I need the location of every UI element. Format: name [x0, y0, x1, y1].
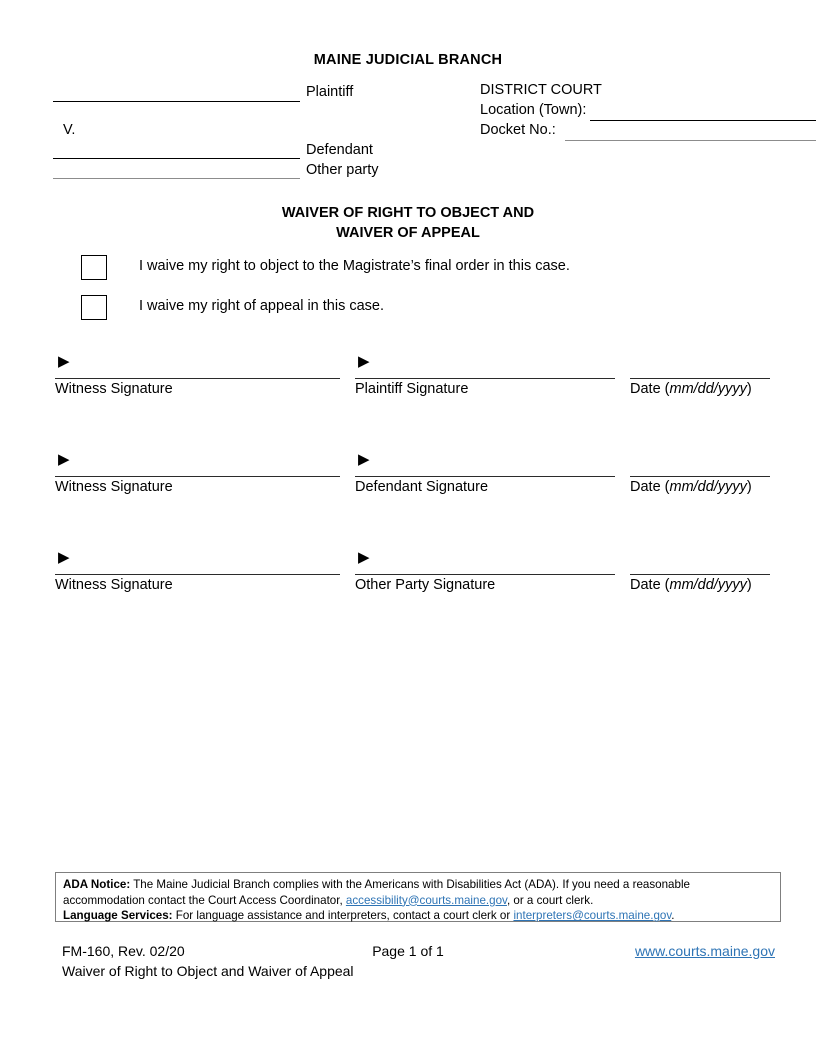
- signature-arrow-icon: ▶: [58, 353, 70, 370]
- defendant-date-label: [630, 479, 752, 495]
- language-services-text: [63, 908, 773, 924]
- witness-signature-label-3: Witness Signature: [55, 577, 173, 593]
- docket-number-input-line[interactable]: [565, 140, 816, 141]
- courts-website-link[interactable]: www.courts.maine.gov: [634, 943, 775, 959]
- other-party-name-line[interactable]: [53, 178, 300, 179]
- signature-arrow-icon: ▶: [58, 451, 70, 468]
- language-services-body-2: .: [671, 909, 675, 923]
- ada-notice-heading: ADA Notice:: [63, 878, 131, 891]
- defendant-signature-label: Defendant Signature: [355, 479, 489, 495]
- defendant-name-line[interactable]: [53, 158, 300, 159]
- witness-signature-line-3[interactable]: [55, 574, 340, 575]
- interpreters-email-link[interactable]: interpreters@courts.maine.gov: [513, 909, 672, 923]
- plaintiff-signature-line[interactable]: [355, 378, 615, 379]
- witness-signature-line-1[interactable]: [55, 378, 340, 379]
- court-name-label: DISTRICT COURT: [480, 82, 602, 98]
- waiver-row-appeal: [0, 295, 816, 325]
- plaintiff-label: Plaintiff: [306, 84, 354, 100]
- ada-notice-box: [55, 872, 781, 922]
- waiver-row-object: [0, 255, 816, 285]
- plaintiff-signature-label: Plaintiff Signature: [355, 381, 469, 397]
- date-label-suffix: ): [746, 577, 752, 593]
- witness-signature-line-2[interactable]: [55, 476, 340, 477]
- case-caption: [53, 82, 769, 192]
- page-footer: [0, 941, 816, 986]
- date-label-prefix: Date (: [630, 479, 670, 495]
- versus-label: V.: [63, 122, 76, 138]
- page-indicator: Page 1 of 1: [372, 943, 444, 959]
- page-title: MAINE JUDICIAL BRANCH: [313, 52, 503, 68]
- checkbox-waive-right-to-object[interactable]: [81, 255, 107, 280]
- defendant-date-line[interactable]: [630, 476, 770, 477]
- accessibility-email-link[interactable]: accessibility@courts.maine.gov: [345, 893, 507, 907]
- signature-row-defendant: [0, 451, 816, 506]
- location-input-line[interactable]: [590, 120, 816, 121]
- other-party-signature-line[interactable]: [355, 574, 615, 575]
- other-party-date-line[interactable]: [630, 574, 770, 575]
- ada-notice-body-1: The Maine Judicial Branch complies with the Americans with Disabilities Act (ADA). If you need a reasonable accommodation contact the Court Access Coordinator,: [63, 878, 690, 907]
- signature-row-plaintiff: [0, 353, 816, 408]
- signature-arrow-icon: ▶: [58, 549, 70, 566]
- plaintiff-date-line[interactable]: [630, 378, 770, 379]
- checkbox-waive-right-of-appeal[interactable]: [81, 295, 107, 320]
- plaintiff-date-label: [630, 381, 752, 397]
- date-label-format: mm/dd/yyyy: [669, 577, 747, 593]
- signature-row-other-party: [0, 549, 816, 604]
- ada-notice-body-2: , or a court clerk.: [506, 893, 594, 907]
- other-party-label: Other party: [306, 162, 379, 178]
- form-number: FM-160, Rev. 02/20: [62, 943, 185, 959]
- other-party-date-label: [630, 577, 752, 593]
- witness-signature-label-2: Witness Signature: [55, 479, 173, 495]
- date-label-prefix: Date (: [630, 381, 670, 397]
- language-services-body-1: For language assistance and interpreters, contact a court clerk or: [172, 909, 514, 923]
- date-label-format: mm/dd/yyyy: [669, 381, 747, 397]
- signature-arrow-icon: ▶: [358, 353, 370, 370]
- defendant-label: Defendant: [306, 142, 373, 158]
- date-label-suffix: ): [746, 479, 752, 495]
- form-name: Waiver of Right to Object and Waiver of Appeal: [62, 963, 354, 979]
- witness-signature-label-1: Witness Signature: [55, 381, 173, 397]
- waiver-object-text: I waive my right to object to the Magistrate’s final order in this case.: [139, 258, 570, 274]
- waiver-appeal-text: I waive my right of appeal in this case.: [139, 298, 385, 314]
- location-label: Location (Town):: [480, 102, 587, 118]
- form-title-line-1: WAIVER OF RIGHT TO OBJECT AND: [281, 205, 535, 221]
- date-label-format: mm/dd/yyyy: [669, 479, 747, 495]
- date-label-suffix: ): [746, 381, 752, 397]
- defendant-signature-line[interactable]: [355, 476, 615, 477]
- other-party-signature-label: Other Party Signature: [355, 577, 496, 593]
- language-services-heading: Language Services:: [63, 909, 173, 923]
- form-title-line-2: WAIVER OF APPEAL: [336, 225, 480, 241]
- docket-number-label: Docket No.:: [480, 122, 556, 138]
- date-label-prefix: Date (: [630, 577, 670, 593]
- signature-arrow-icon: ▶: [358, 451, 370, 468]
- ada-notice-text: [63, 877, 773, 908]
- signature-arrow-icon: ▶: [358, 549, 370, 566]
- plaintiff-name-line[interactable]: [53, 101, 300, 102]
